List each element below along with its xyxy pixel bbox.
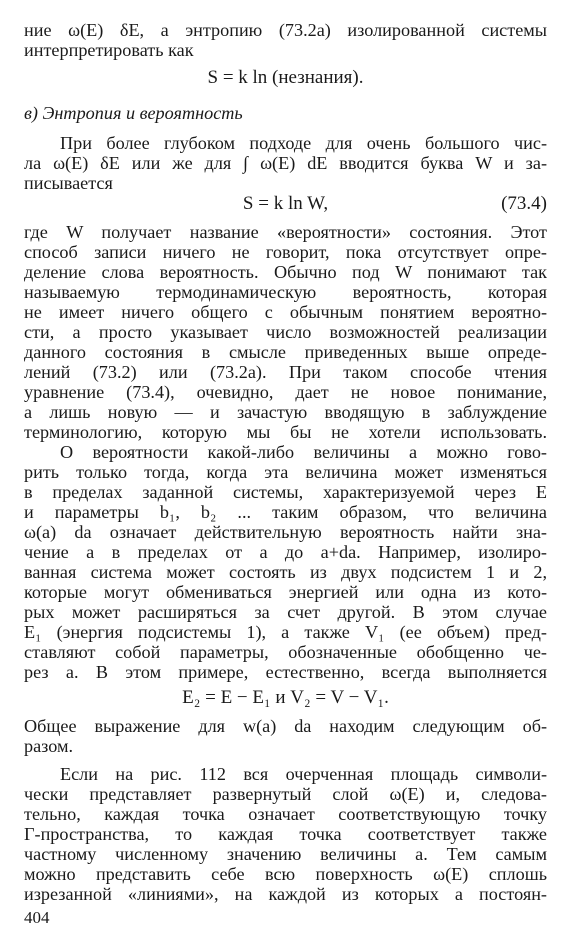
text-line: чение a в пределах от a до a+da. Например, изолиро-: [24, 542, 547, 562]
text-line: терминологию, которую мы бы не хотели использовать.: [24, 422, 547, 442]
text-line: называемую термодинамическую вероятность, которая: [24, 282, 547, 302]
text-line: которые могут обмениваться энергией или одна из кото-: [24, 582, 547, 602]
section-heading: в) Энтропия и вероятность: [24, 103, 243, 123]
text-line: интерпретировать как: [24, 40, 194, 60]
text-line: ванная система может состоять из двух подсистем 1 и 2,: [24, 562, 547, 582]
equation-number: (73.4): [501, 193, 547, 214]
text-line: деление слова вероятность. Обычно под W понимают так: [24, 262, 547, 282]
equation-body: S = k ln W,: [242, 193, 329, 214]
text-line: частному численному значению величины a. Тем самым: [24, 844, 547, 864]
text-line: ла ω(E) δE или же для ∫ ω(E) dE вводится буква W и за-: [24, 153, 547, 173]
text-line: ние ω(E) δE, а энтропию (73.2а) изолированной системы: [24, 20, 547, 40]
text-line: можно представить себе всю поверхность ω(E) сплошь: [24, 864, 547, 884]
text-line: чески представляет развернутый слой ω(E) и, следова-: [24, 784, 547, 804]
text-line: и параметры b₁, b₂ ... таким образом, что величина: [24, 502, 547, 522]
text-line: изрезанной «линиями», на каждой из которых a постоян-: [24, 884, 547, 904]
text-line: данного состояния в смысле приведенных выше опреде-: [24, 342, 547, 362]
text-line: Г-пространства, то каждая точка соответствует также: [24, 824, 547, 844]
text-line: рых может расширяться за счет другой. В этом случае: [24, 602, 547, 622]
equation-body: S = k ln (незнания).: [207, 67, 364, 88]
equation-body: E₂ = E − E₁ и V₂ = V − V₁.: [182, 687, 389, 708]
text-line: рез a. В этом примере, естественно, всегда выполняется: [24, 662, 547, 682]
text-line: Если на рис. 112 вся очерченная площадь символи-: [60, 764, 547, 784]
text-line: ω(a) da означает действительную вероятность найти зна-: [24, 522, 547, 542]
text-line: не имеет ничего общего с обычным понятием вероятно-: [24, 302, 547, 322]
text-line: ставляют собой параметры, обозначенные обобщенно че-: [24, 642, 547, 662]
text-line: способ записи ничего не говорит, пока отсутствует опре-: [24, 242, 547, 262]
text-line: рить только тогда, когда эта величина может изменяться: [24, 462, 547, 482]
text-line: О вероятности какой-либо величины a можно гово-: [60, 442, 547, 462]
text-line: в пределах заданной системы, характеризуемой через E: [24, 482, 547, 502]
text-line: тельно, каждая точка означает соответствующую точку: [24, 804, 547, 824]
text-line: При более глубоком подходе для очень большого чис-: [60, 133, 547, 153]
text-line: E₁ (энергия подсистемы 1), а также V₁ (ее объем) пред-: [24, 622, 547, 642]
text-line: Общее выражение для w(a) da находим следующим об-: [24, 716, 547, 736]
text-line: сти, а просто указывает число возможностей реализации: [24, 322, 547, 342]
text-line: а лишь новую — и зачастую вводящую в заблуждение: [24, 402, 547, 422]
text-line: где W получает название «вероятности» состояния. Этот: [24, 222, 547, 242]
text-line: писывается: [24, 173, 113, 193]
text-line: лений (73.2) или (73.2а). При таком способе чтения: [24, 362, 547, 382]
page-number: 404: [24, 908, 50, 927]
text-line: разом.: [24, 736, 74, 756]
text-line: уравнение (73.4), очевидно, дает не новое понимание,: [24, 382, 547, 402]
